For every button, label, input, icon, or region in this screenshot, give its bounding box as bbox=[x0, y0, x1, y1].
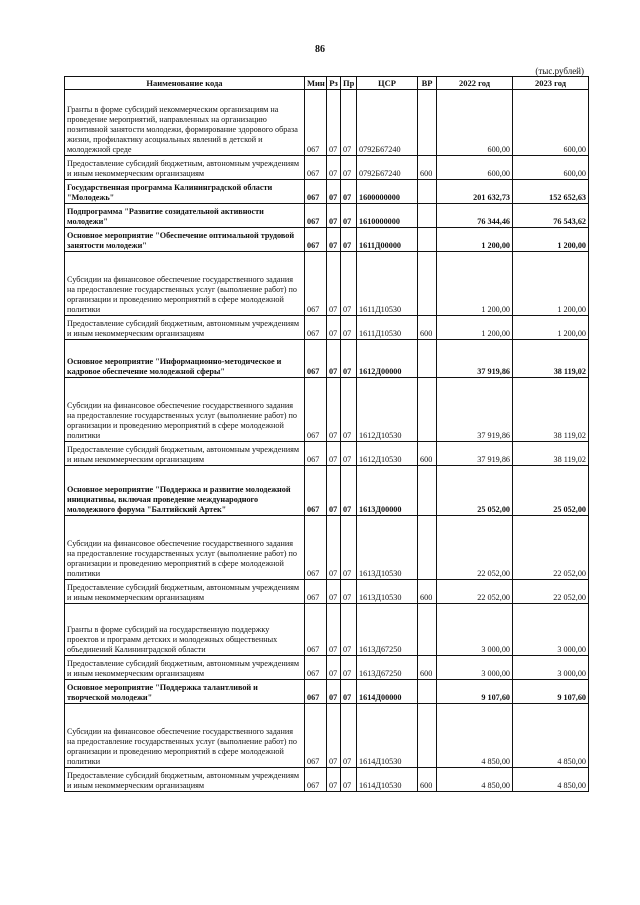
cell-csr: 1613Д00000 bbox=[357, 466, 418, 516]
cell-csr: 1612Д10530 bbox=[357, 378, 418, 442]
cell-pr: 07 bbox=[341, 378, 357, 442]
table-row bbox=[65, 680, 589, 704]
cell-2023: 1 200,00 bbox=[513, 252, 589, 316]
table-row bbox=[65, 516, 589, 580]
cell-2022: 1 200,00 bbox=[437, 316, 513, 340]
units-caption: (тыс.рублей) bbox=[535, 66, 584, 76]
cell-2023: 152 652,63 bbox=[513, 180, 589, 204]
cell-2023: 76 543,62 bbox=[513, 204, 589, 228]
cell-name: Субсидии на финансовое обеспечение государственного задания на предоставление государственных услуг (выполнение работ) по организации и проведению мероприятий в сфере молодежной политики bbox=[65, 252, 305, 316]
header-2023: 2023 год bbox=[513, 77, 589, 90]
cell-min: 067 bbox=[305, 580, 327, 604]
header-pr: Пр bbox=[341, 77, 357, 90]
cell-csr: 1612Д10530 bbox=[357, 442, 418, 466]
cell-pr: 07 bbox=[341, 768, 357, 792]
cell-min: 067 bbox=[305, 156, 327, 180]
cell-vr bbox=[418, 204, 437, 228]
cell-min: 067 bbox=[305, 466, 327, 516]
cell-2023: 1 200,00 bbox=[513, 316, 589, 340]
cell-csr: 1613Д67250 bbox=[357, 656, 418, 680]
cell-min: 067 bbox=[305, 252, 327, 316]
cell-vr bbox=[418, 680, 437, 704]
cell-name: Предоставление субсидий бюджетным, автономным учреждениям и иным некоммерческим организациям bbox=[65, 656, 305, 680]
cell-pr: 07 bbox=[341, 316, 357, 340]
cell-csr: 1611Д10530 bbox=[357, 316, 418, 340]
header-rz: Рз bbox=[327, 77, 341, 90]
cell-2023: 600,00 bbox=[513, 90, 589, 156]
cell-2022: 37 919,86 bbox=[437, 442, 513, 466]
cell-pr: 07 bbox=[341, 656, 357, 680]
cell-name: Предоставление субсидий бюджетным, автономным учреждениям и иным некоммерческим организациям bbox=[65, 580, 305, 604]
cell-2022: 37 919,86 bbox=[437, 340, 513, 378]
cell-rz: 07 bbox=[327, 442, 341, 466]
cell-csr: 1613Д67250 bbox=[357, 604, 418, 656]
cell-csr: 0792Б67240 bbox=[357, 90, 418, 156]
cell-rz: 07 bbox=[327, 516, 341, 580]
cell-vr bbox=[418, 252, 437, 316]
table-row bbox=[65, 604, 589, 656]
cell-csr: 1611Д00000 bbox=[357, 228, 418, 252]
cell-pr: 07 bbox=[341, 680, 357, 704]
table-body bbox=[65, 90, 589, 792]
header-2022: 2022 год bbox=[437, 77, 513, 90]
cell-name: Гранты в форме субсидий некоммерческим организациям на проведение мероприятий, направленных на организацию позитивной занятости молодежи, формирование здорового образа жизни, профилактику асоциальных явлений в детской и молодежной среде bbox=[65, 90, 305, 156]
cell-rz: 07 bbox=[327, 180, 341, 204]
cell-min: 067 bbox=[305, 656, 327, 680]
header-csr: ЦСР bbox=[357, 77, 418, 90]
cell-csr: 1613Д10530 bbox=[357, 580, 418, 604]
cell-name: Основное мероприятие "Поддержка и развитие молодежной инициативы, включая проведение международного молодежного форума "Балтийский Артек" bbox=[65, 466, 305, 516]
cell-rz: 07 bbox=[327, 580, 341, 604]
cell-pr: 07 bbox=[341, 340, 357, 378]
cell-name: Основное мероприятие "Поддержка талантливой и творческой молодежи" bbox=[65, 680, 305, 704]
cell-rz: 07 bbox=[327, 604, 341, 656]
cell-2022: 201 632,73 bbox=[437, 180, 513, 204]
cell-2022: 600,00 bbox=[437, 90, 513, 156]
cell-min: 067 bbox=[305, 442, 327, 466]
cell-vr bbox=[418, 180, 437, 204]
cell-name: Подпрограмма "Развитие созидательной активности молодежи" bbox=[65, 204, 305, 228]
cell-name: Государственная программа Калининградской области "Молодежь" bbox=[65, 180, 305, 204]
cell-rz: 07 bbox=[327, 768, 341, 792]
table-row bbox=[65, 656, 589, 680]
cell-vr: 600 bbox=[418, 768, 437, 792]
cell-2023: 9 107,60 bbox=[513, 680, 589, 704]
cell-2022: 3 000,00 bbox=[437, 656, 513, 680]
table-header-row bbox=[65, 77, 589, 90]
cell-name: Предоставление субсидий бюджетным, автономным учреждениям и иным некоммерческим организациям bbox=[65, 156, 305, 180]
cell-vr bbox=[418, 228, 437, 252]
cell-2023: 38 119,02 bbox=[513, 442, 589, 466]
header-min: Мин bbox=[305, 77, 327, 90]
cell-2022: 600,00 bbox=[437, 156, 513, 180]
cell-min: 067 bbox=[305, 228, 327, 252]
cell-2022: 76 344,46 bbox=[437, 204, 513, 228]
cell-2022: 1 200,00 bbox=[437, 228, 513, 252]
cell-vr bbox=[418, 340, 437, 378]
table-row bbox=[65, 204, 589, 228]
cell-name: Основное мероприятие "Информационно-методическое и кадровое обеспечение молодежной сферы" bbox=[65, 340, 305, 378]
cell-2022: 3 000,00 bbox=[437, 604, 513, 656]
cell-2023: 4 850,00 bbox=[513, 768, 589, 792]
cell-vr bbox=[418, 466, 437, 516]
cell-min: 067 bbox=[305, 90, 327, 156]
cell-pr: 07 bbox=[341, 580, 357, 604]
cell-2022: 4 850,00 bbox=[437, 704, 513, 768]
cell-csr: 1613Д10530 bbox=[357, 516, 418, 580]
cell-csr: 1612Д00000 bbox=[357, 340, 418, 378]
header-vr: ВР bbox=[418, 77, 437, 90]
cell-name: Субсидии на финансовое обеспечение государственного задания на предоставление государственных услуг (выполнение работ) по организации и проведению мероприятий в сфере молодежной политики bbox=[65, 378, 305, 442]
cell-min: 067 bbox=[305, 316, 327, 340]
cell-min: 067 bbox=[305, 340, 327, 378]
cell-rz: 07 bbox=[327, 704, 341, 768]
header-name: Наименование кода bbox=[65, 77, 305, 90]
cell-csr: 1610000000 bbox=[357, 204, 418, 228]
cell-rz: 07 bbox=[327, 156, 341, 180]
cell-pr: 07 bbox=[341, 604, 357, 656]
table-row bbox=[65, 378, 589, 442]
table-row bbox=[65, 90, 589, 156]
cell-name: Субсидии на финансовое обеспечение государственного задания на предоставление государственных услуг (выполнение работ) по организации и проведению мероприятий в сфере молодежной политики bbox=[65, 704, 305, 768]
table-row bbox=[65, 580, 589, 604]
cell-2022: 4 850,00 bbox=[437, 768, 513, 792]
cell-rz: 07 bbox=[327, 316, 341, 340]
cell-rz: 07 bbox=[327, 378, 341, 442]
cell-name: Предоставление субсидий бюджетным, автономным учреждениям и иным некоммерческим организациям bbox=[65, 768, 305, 792]
cell-pr: 07 bbox=[341, 90, 357, 156]
cell-csr: 1614Д10530 bbox=[357, 704, 418, 768]
table-row bbox=[65, 768, 589, 792]
cell-rz: 07 bbox=[327, 204, 341, 228]
cell-vr bbox=[418, 704, 437, 768]
cell-pr: 07 bbox=[341, 466, 357, 516]
cell-name: Гранты в форме субсидий на государственную поддержку проектов и программ детских и молодежных общественных объединений Калининградской области bbox=[65, 604, 305, 656]
cell-2022: 25 052,00 bbox=[437, 466, 513, 516]
cell-csr: 1611Д10530 bbox=[357, 252, 418, 316]
cell-2023: 3 000,00 bbox=[513, 604, 589, 656]
cell-rz: 07 bbox=[327, 466, 341, 516]
cell-2022: 22 052,00 bbox=[437, 516, 513, 580]
cell-2023: 22 052,00 bbox=[513, 580, 589, 604]
cell-name: Субсидии на финансовое обеспечение государственного задания на предоставление государственных услуг (выполнение работ) по организации и проведению мероприятий в сфере молодежной политики bbox=[65, 516, 305, 580]
table-row bbox=[65, 442, 589, 466]
cell-csr: 1614Д10530 bbox=[357, 768, 418, 792]
cell-2022: 37 919,86 bbox=[437, 378, 513, 442]
cell-min: 067 bbox=[305, 378, 327, 442]
cell-2023: 600,00 bbox=[513, 156, 589, 180]
cell-vr: 600 bbox=[418, 442, 437, 466]
cell-min: 067 bbox=[305, 180, 327, 204]
cell-rz: 07 bbox=[327, 252, 341, 316]
cell-pr: 07 bbox=[341, 516, 357, 580]
cell-rz: 07 bbox=[327, 340, 341, 378]
cell-rz: 07 bbox=[327, 228, 341, 252]
cell-vr: 600 bbox=[418, 156, 437, 180]
cell-2022: 1 200,00 bbox=[437, 252, 513, 316]
cell-min: 067 bbox=[305, 204, 327, 228]
page-number: 86 bbox=[315, 44, 325, 55]
cell-pr: 07 bbox=[341, 156, 357, 180]
cell-csr: 1600000000 bbox=[357, 180, 418, 204]
cell-rz: 07 bbox=[327, 656, 341, 680]
cell-min: 067 bbox=[305, 768, 327, 792]
cell-vr bbox=[418, 90, 437, 156]
cell-vr bbox=[418, 516, 437, 580]
cell-2023: 38 119,02 bbox=[513, 378, 589, 442]
cell-name: Основное мероприятие "Обеспечение оптимальной трудовой занятости молодежи" bbox=[65, 228, 305, 252]
cell-vr: 600 bbox=[418, 656, 437, 680]
cell-2023: 4 850,00 bbox=[513, 704, 589, 768]
table-row bbox=[65, 704, 589, 768]
cell-name: Предоставление субсидий бюджетным, автономным учреждениям и иным некоммерческим организациям bbox=[65, 442, 305, 466]
cell-2023: 22 052,00 bbox=[513, 516, 589, 580]
table-row bbox=[65, 156, 589, 180]
cell-min: 067 bbox=[305, 680, 327, 704]
cell-csr: 1614Д00000 bbox=[357, 680, 418, 704]
cell-csr: 0792Б67240 bbox=[357, 156, 418, 180]
budget-table bbox=[64, 76, 589, 792]
cell-pr: 07 bbox=[341, 442, 357, 466]
cell-min: 067 bbox=[305, 516, 327, 580]
cell-2023: 25 052,00 bbox=[513, 466, 589, 516]
table-row bbox=[65, 228, 589, 252]
table-row bbox=[65, 340, 589, 378]
cell-rz: 07 bbox=[327, 680, 341, 704]
table-row bbox=[65, 466, 589, 516]
cell-2022: 9 107,60 bbox=[437, 680, 513, 704]
table-row bbox=[65, 316, 589, 340]
cell-vr: 600 bbox=[418, 316, 437, 340]
cell-2023: 1 200,00 bbox=[513, 228, 589, 252]
cell-min: 067 bbox=[305, 604, 327, 656]
table-row bbox=[65, 252, 589, 316]
cell-2022: 22 052,00 bbox=[437, 580, 513, 604]
cell-vr: 600 bbox=[418, 580, 437, 604]
cell-pr: 07 bbox=[341, 204, 357, 228]
table-row bbox=[65, 180, 589, 204]
cell-vr bbox=[418, 378, 437, 442]
cell-rz: 07 bbox=[327, 90, 341, 156]
cell-2023: 3 000,00 bbox=[513, 656, 589, 680]
cell-name: Предоставление субсидий бюджетным, автономным учреждениям и иным некоммерческим организациям bbox=[65, 316, 305, 340]
cell-pr: 07 bbox=[341, 180, 357, 204]
cell-vr bbox=[418, 604, 437, 656]
cell-pr: 07 bbox=[341, 252, 357, 316]
cell-2023: 38 119,02 bbox=[513, 340, 589, 378]
cell-pr: 07 bbox=[341, 228, 357, 252]
cell-min: 067 bbox=[305, 704, 327, 768]
cell-pr: 07 bbox=[341, 704, 357, 768]
